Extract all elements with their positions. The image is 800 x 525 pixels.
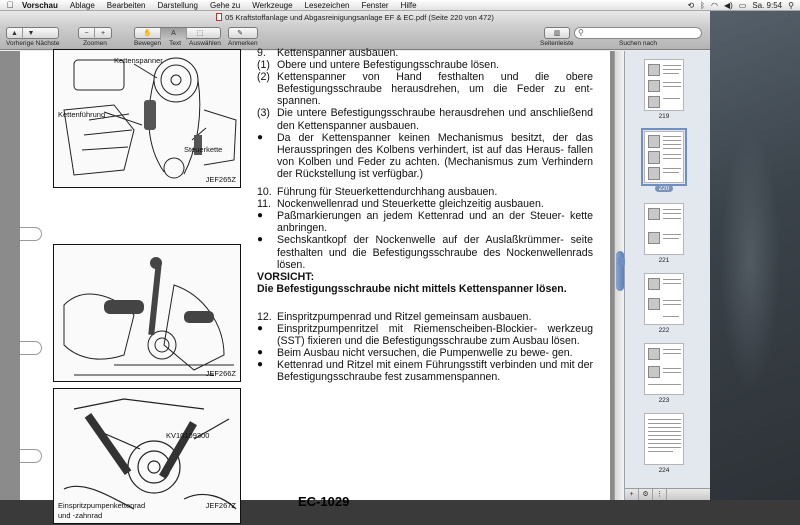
- engine-drawing-1: [54, 50, 242, 189]
- step-9: 9. Kettenspanner ausbauen.: [257, 47, 399, 59]
- search-input[interactable]: [574, 27, 702, 39]
- search-group: [574, 27, 702, 47]
- wifi-icon[interactable]: ◠: [710, 0, 718, 10]
- thumbnail-image: [644, 273, 684, 325]
- thumbnail-page[interactable]: [644, 273, 684, 334]
- prev-next-group: [6, 27, 59, 47]
- figure-code: JEF266Z: [205, 369, 236, 378]
- thumbnail-number: 220: [655, 185, 673, 192]
- annotate-group: [228, 27, 258, 47]
- thumbnail-image: [644, 343, 684, 395]
- sidebar-label: Seitenleiste: [540, 40, 574, 47]
- substep-2: (2) Kettenspanner von Hand festhalten und die obere Befestigungsschraube herausdrehen, um die Feder zu ent- spannen.: [257, 71, 593, 108]
- label-sst-number: KV10109300: [166, 431, 210, 440]
- menu-bar: [0, 0, 800, 11]
- label-pump-sprocket: Einspritzpumpenkettenrad: [58, 501, 146, 510]
- binder-hole: [20, 341, 42, 355]
- thumbnail-number: 221: [658, 257, 670, 264]
- document-view[interactable]: [0, 47, 614, 520]
- bullet-note-1: ● Da der Kettenspanner keinen Mechanismus besitzt, der das Herausspringen des Kolbens verhindert, ist auf das Heraus- fallen von Kolben und Feder zu achten. (Mechanismus zum Verhindern der Rückstellung ist verfügbar.): [257, 131, 593, 180]
- sidebar-split-handle[interactable]: [618, 257, 625, 267]
- document-scrollbar[interactable]: [614, 51, 624, 500]
- volume-icon[interactable]: ◀): [723, 0, 733, 10]
- annotate-button[interactable]: ✎: [237, 30, 243, 37]
- bullet-note-2: ● Paßmarkierungen an jedem Kettenrad und an der Steuer- kette anbringen.: [257, 210, 593, 235]
- text-tool-label: Text: [169, 40, 182, 47]
- gear-icon[interactable]: ⚙: [639, 489, 653, 500]
- thumbnail-image: [644, 413, 684, 465]
- thumbnail-image: [644, 59, 684, 111]
- sidebar-toggle-button[interactable]: ▥: [553, 30, 561, 37]
- thumbnail-number: 222: [658, 327, 670, 334]
- pdf-page: [20, 47, 610, 520]
- next-page-button[interactable]: ▼: [27, 30, 35, 37]
- sidebar-toggle-group: [540, 27, 574, 47]
- spotlight-icon[interactable]: ⚲: [788, 0, 794, 10]
- label-steuerkette: Steuerkette: [184, 145, 223, 154]
- text-tool-button[interactable]: A: [161, 28, 187, 40]
- move-tool-button[interactable]: ✋: [135, 28, 161, 40]
- bullet-note-5: ● Beim Ausbau nicht versuchen, die Pumpenwelle zu bewe- gen.: [257, 347, 573, 360]
- window-title: 05 Kraftstoffanlage und Abgasreinigungsanlage EF & EC.pdf (Seite 220 von 472): [225, 13, 494, 22]
- battery-icon[interactable]: ▭: [738, 0, 747, 10]
- bluetooth-icon[interactable]: ᛒ: [700, 0, 705, 10]
- title-bar[interactable]: [0, 11, 710, 25]
- move-tool-label: Bewegen: [134, 40, 162, 47]
- desktop-background: [710, 11, 800, 500]
- thumbnail-page[interactable]: [644, 59, 684, 120]
- menu-gehe-zu[interactable]: Gehe zu: [209, 0, 241, 10]
- thumbnail-sidebar: [624, 51, 710, 500]
- instruction-text: [257, 47, 593, 384]
- thumbnail-image: [644, 131, 684, 183]
- step-11: 11. Nockenwellenrad und Steuerkette gleichzeitig ausbauen.: [257, 198, 544, 211]
- search-icon: ⚲: [578, 28, 584, 37]
- menu-darstellung[interactable]: Darstellung: [157, 0, 198, 10]
- time-machine-icon[interactable]: ⟲: [687, 0, 695, 10]
- figure-injection-pump: [53, 388, 241, 524]
- thumbnail-number: 223: [658, 397, 670, 404]
- resize-handle-icon[interactable]: ⋮: [653, 489, 667, 500]
- menu-fenster[interactable]: Fenster: [361, 0, 389, 10]
- menu-vorschau[interactable]: Vorschau: [22, 0, 58, 10]
- select-tool-button[interactable]: ⬚: [196, 30, 204, 37]
- zoom-label: Zoomen: [83, 40, 107, 47]
- bullet-note-3: ● Sechskantkopf der Nockenwelle auf der Auslaßkrümmer- seite festhalten und die Befestigungsschraube des Nockenwellenrads lösen.: [257, 234, 593, 271]
- sidebar-bottom-bar: [625, 488, 711, 500]
- binder-hole: [20, 227, 42, 241]
- apple-menu-icon[interactable]: [4, 0, 16, 11]
- zoom-group: [78, 27, 112, 47]
- figure-timing-chain: [53, 49, 241, 188]
- figure-code: JEF267Z: [205, 501, 236, 510]
- step-12: 12. Einspritzpumpenrad und Ritzel gemeinsam ausbauen.: [257, 310, 532, 323]
- thumbnail-image: [644, 203, 684, 255]
- pdf-document-icon: [216, 13, 222, 21]
- substep-3: (3) Die untere Befestigungsschraube herausdrehen und anschließend den Kettenspanner ausbauen.: [257, 107, 593, 132]
- bullet-note-4: ● Einspritzpumpenritzel mit Riemenscheiben-Blockier- werkzeug (SST) fixieren und die Befestigungsschraube zum Ausbau lösen.: [257, 322, 593, 348]
- menu-ablage[interactable]: Ablage: [69, 0, 95, 10]
- thumbnail-page[interactable]: [644, 203, 684, 264]
- bullet-note-6: ● Kettenrad und Ritzel mit einem Führungsstift verbinden und mit der Befestigungsschraube fest zusammenspannen.: [257, 359, 593, 384]
- thumbnail-page-selected[interactable]: [644, 131, 684, 192]
- search-label: Suchen nach: [619, 40, 657, 47]
- select-tool-label: Auswählen: [189, 40, 221, 47]
- previous-page-button[interactable]: ▲: [7, 28, 23, 40]
- warning-heading: VORSICHT:: [257, 270, 315, 283]
- page-code: EC-1029: [298, 494, 350, 509]
- menu-bearbeiten[interactable]: Bearbeiten: [106, 0, 146, 10]
- menu-werkzeuge[interactable]: Werkzeuge: [252, 0, 293, 10]
- label-pump-gear: und -zahnrad: [58, 511, 103, 520]
- tool-mode-group: [134, 27, 221, 47]
- thumbnail-page[interactable]: [644, 343, 684, 404]
- prev-next-label: Vorherige Nächste: [6, 40, 60, 47]
- thumbnail-number: 219: [658, 113, 670, 120]
- clock[interactable]: Sa. 9:54: [752, 0, 783, 10]
- warning-text: Die Befestigungsschraube nicht mittels Kettenspanner lösen.: [257, 282, 567, 295]
- thumbnail-page[interactable]: [644, 413, 684, 474]
- add-icon[interactable]: +: [625, 489, 639, 500]
- figure-camshaft-wrench: [53, 244, 241, 382]
- menu-hilfe[interactable]: Hilfe: [400, 0, 417, 10]
- binder-hole: [20, 449, 42, 463]
- step-10: 10. Führung für Steuerkettendurchhang ausbauen.: [257, 186, 498, 199]
- engine-drawing-2: [54, 245, 242, 383]
- label-kettenfuehrung: Kettenführung: [58, 110, 106, 119]
- figure-code: JEF265Z: [205, 175, 236, 184]
- preview-window: [0, 11, 710, 520]
- substep-1: (1) Obere und untere Befestigungsschraube lösen.: [257, 59, 500, 72]
- zoom-in-button[interactable]: +: [100, 30, 106, 37]
- label-kettenspanner: Kettenspanner: [114, 56, 163, 65]
- menu-lesezeichen[interactable]: Lesezeichen: [304, 0, 350, 10]
- thumbnail-number: 224: [658, 467, 670, 474]
- zoom-out-button[interactable]: −: [79, 28, 95, 40]
- annotate-label: Anmerken: [228, 40, 258, 47]
